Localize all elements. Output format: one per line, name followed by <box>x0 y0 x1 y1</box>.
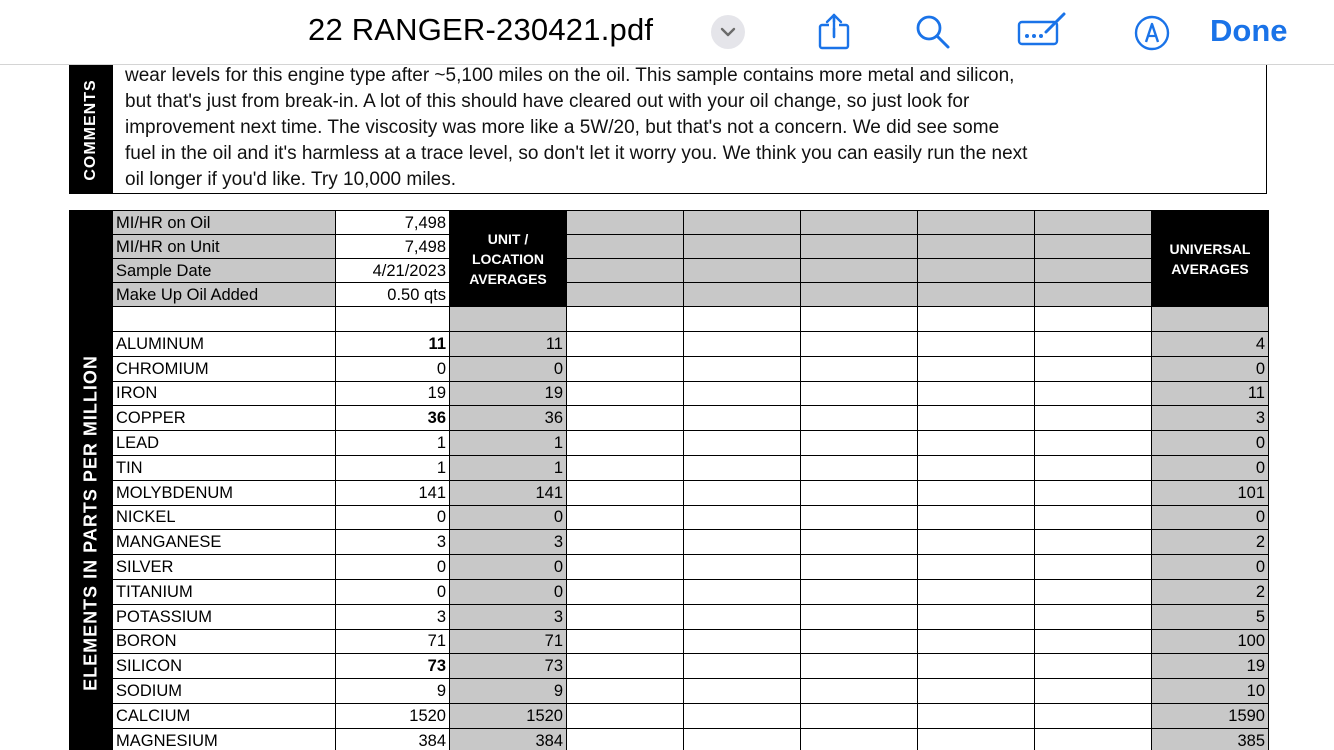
empty-cell <box>801 604 918 629</box>
table-row <box>113 332 1269 357</box>
info-label: MI/HR on Unit <box>113 235 336 259</box>
element-value: 141 <box>336 480 450 505</box>
empty-cell <box>1035 654 1152 679</box>
markup-icon[interactable] <box>1016 10 1068 48</box>
empty-cell <box>684 307 801 332</box>
unit-average-value: 11 <box>450 332 567 357</box>
empty-cell <box>684 728 801 750</box>
universal-averages-header <box>1152 211 1269 307</box>
done-button[interactable]: Done <box>1210 13 1288 48</box>
empty-cell <box>801 579 918 604</box>
element-name: CALCIUM <box>113 703 336 728</box>
table-row <box>113 356 1269 381</box>
empty-cell <box>801 307 918 332</box>
empty-cell <box>567 654 684 679</box>
unit-average-value: 1520 <box>450 703 567 728</box>
element-value: 0 <box>336 356 450 381</box>
unit-average-value: 0 <box>450 555 567 580</box>
empty-cell <box>684 455 801 480</box>
universal-average-value: 0 <box>1152 356 1269 381</box>
empty-cell <box>801 679 918 704</box>
empty-cell <box>918 579 1035 604</box>
universal-average-value: 101 <box>1152 480 1269 505</box>
empty-cell <box>801 505 918 530</box>
info-value: 0.50 qts <box>336 283 450 307</box>
element-value: 11 <box>336 332 450 357</box>
elements-section-label <box>69 210 112 750</box>
empty-cell <box>801 480 918 505</box>
element-name: LEAD <box>113 431 336 456</box>
table-row <box>113 654 1269 679</box>
unit-average-value: 0 <box>450 356 567 381</box>
empty-cell <box>801 703 918 728</box>
universal-average-value: 385 <box>1152 728 1269 750</box>
empty-cell <box>918 703 1035 728</box>
element-name: BORON <box>113 629 336 654</box>
navigate-icon[interactable] <box>1133 14 1171 52</box>
empty-cell <box>1035 728 1152 750</box>
empty-cell <box>801 259 918 283</box>
empty-cell <box>113 307 336 332</box>
comment-line: but that's just from break-in. A lot of this should have cleared out with your oil change, so just look for <box>125 91 970 112</box>
empty-cell <box>567 679 684 704</box>
element-name: TIN <box>113 455 336 480</box>
universal-average-value: 11 <box>1152 381 1269 406</box>
info-row <box>113 283 1269 307</box>
empty-cell <box>684 679 801 704</box>
empty-cell <box>801 406 918 431</box>
element-value: 19 <box>336 381 450 406</box>
table-row <box>113 431 1269 456</box>
universal-average-value: 4 <box>1152 332 1269 357</box>
info-label: Sample Date <box>113 259 336 283</box>
empty-cell <box>1035 406 1152 431</box>
table-row <box>113 455 1269 480</box>
empty-cell <box>567 728 684 750</box>
universal-average-value: 10 <box>1152 679 1269 704</box>
universal-average-value: 2 <box>1152 579 1269 604</box>
empty-cell <box>684 259 801 283</box>
empty-cell <box>684 703 801 728</box>
empty-cell <box>567 455 684 480</box>
empty-cell <box>684 406 801 431</box>
element-value: 73 <box>336 654 450 679</box>
universal-average-value: 0 <box>1152 505 1269 530</box>
element-value: 1520 <box>336 703 450 728</box>
element-name: ALUMINUM <box>113 332 336 357</box>
comments-section-label <box>69 65 112 194</box>
empty-cell <box>567 406 684 431</box>
spacer-row <box>113 307 1269 332</box>
oil-analysis-table <box>112 210 1269 750</box>
document-title[interactable]: 22 RANGER-230421.pdf <box>308 12 654 47</box>
empty-cell <box>801 555 918 580</box>
element-name: MAGNESIUM <box>113 728 336 750</box>
table-row <box>113 629 1269 654</box>
element-value: 71 <box>336 629 450 654</box>
pdf-toolbar <box>0 0 1334 65</box>
table-row <box>113 604 1269 629</box>
empty-cell <box>801 381 918 406</box>
empty-cell <box>684 480 801 505</box>
empty-cell <box>567 211 684 235</box>
empty-cell <box>450 307 567 332</box>
empty-cell <box>918 283 1035 307</box>
unit-average-value: 141 <box>450 480 567 505</box>
element-value: 0 <box>336 579 450 604</box>
comment-line: oil longer if you'd like. Try 10,000 miles. <box>125 169 457 190</box>
empty-cell <box>1035 530 1152 555</box>
comments-box <box>112 65 1267 194</box>
element-name: CHROMIUM <box>113 356 336 381</box>
empty-cell <box>918 332 1035 357</box>
table-row <box>113 555 1269 580</box>
empty-cell <box>684 283 801 307</box>
element-name: NICKEL <box>113 505 336 530</box>
empty-cell <box>801 283 918 307</box>
empty-cell <box>567 480 684 505</box>
info-row <box>113 235 1269 259</box>
empty-cell <box>567 259 684 283</box>
empty-cell <box>336 307 450 332</box>
unit-location-averages-header <box>450 211 567 307</box>
pdf-page <box>0 65 1334 750</box>
comment-line: improvement next time. The viscosity was more like a 5W/20, but that's not a concern. We did see some <box>125 117 1000 138</box>
element-value: 9 <box>336 679 450 704</box>
table-row <box>113 505 1269 530</box>
element-name: SILICON <box>113 654 336 679</box>
empty-cell <box>684 579 801 604</box>
unit-average-value: 0 <box>450 579 567 604</box>
empty-cell <box>567 235 684 259</box>
empty-cell <box>918 356 1035 381</box>
universal-average-value: 2 <box>1152 530 1269 555</box>
empty-cell <box>918 480 1035 505</box>
empty-cell <box>918 259 1035 283</box>
empty-cell <box>1035 455 1152 480</box>
empty-cell <box>1035 235 1152 259</box>
empty-cell <box>801 455 918 480</box>
empty-cell <box>918 654 1035 679</box>
info-value: 7,498 <box>336 211 450 235</box>
element-value: 1 <box>336 455 450 480</box>
empty-cell <box>918 679 1035 704</box>
unit-average-value: 73 <box>450 654 567 679</box>
empty-cell <box>567 530 684 555</box>
empty-cell <box>1035 307 1152 332</box>
empty-cell <box>1035 211 1152 235</box>
empty-cell <box>918 406 1035 431</box>
unit-average-value: 9 <box>450 679 567 704</box>
element-value: 36 <box>336 406 450 431</box>
empty-cell <box>801 629 918 654</box>
empty-cell <box>1035 703 1152 728</box>
element-value: 3 <box>336 530 450 555</box>
universal-average-value: 5 <box>1152 604 1269 629</box>
empty-cell <box>918 211 1035 235</box>
empty-cell <box>567 332 684 357</box>
unit-average-value: 1 <box>450 431 567 456</box>
empty-cell <box>801 211 918 235</box>
element-name: SODIUM <box>113 679 336 704</box>
empty-cell <box>1035 480 1152 505</box>
unit-average-value: 0 <box>450 505 567 530</box>
empty-cell <box>801 728 918 750</box>
empty-cell <box>918 455 1035 480</box>
universal-average-value: 100 <box>1152 629 1269 654</box>
table-row <box>113 579 1269 604</box>
header-text: UNIVERSAL AVERAGES <box>1169 240 1251 277</box>
empty-cell <box>918 530 1035 555</box>
table-row <box>113 406 1269 431</box>
info-value: 7,498 <box>336 235 450 259</box>
elements-label-text: ELEMENTS IN PARTS PER MILLION <box>80 355 100 691</box>
empty-cell <box>684 431 801 456</box>
unit-average-value: 71 <box>450 629 567 654</box>
empty-cell <box>1035 431 1152 456</box>
comments-label-text: COMMENTS <box>81 78 99 181</box>
empty-cell <box>567 283 684 307</box>
search-icon[interactable] <box>914 13 952 51</box>
empty-cell <box>801 356 918 381</box>
empty-cell <box>567 604 684 629</box>
empty-cell <box>1035 604 1152 629</box>
element-name: SILVER <box>113 555 336 580</box>
info-value: 4/21/2023 <box>336 259 450 283</box>
comment-line: fuel in the oil and it's harmless at a trace level, so don't let it worry you. We think you can easily run the next <box>125 143 1028 164</box>
element-value: 1 <box>336 431 450 456</box>
table-row <box>113 381 1269 406</box>
empty-cell <box>684 211 801 235</box>
empty-cell <box>684 629 801 654</box>
info-row <box>113 211 1269 235</box>
empty-cell <box>918 307 1035 332</box>
empty-cell <box>567 431 684 456</box>
table-row <box>113 679 1269 704</box>
element-name: COPPER <box>113 406 336 431</box>
element-name: MANGANESE <box>113 530 336 555</box>
empty-cell <box>684 332 801 357</box>
empty-cell <box>684 604 801 629</box>
empty-cell <box>1035 629 1152 654</box>
unit-average-value: 3 <box>450 604 567 629</box>
unit-average-value: 384 <box>450 728 567 750</box>
empty-cell <box>918 604 1035 629</box>
empty-cell <box>801 431 918 456</box>
element-name: POTASSIUM <box>113 604 336 629</box>
unit-average-value: 3 <box>450 530 567 555</box>
empty-cell <box>801 332 918 357</box>
empty-cell <box>801 654 918 679</box>
universal-average-value: 1590 <box>1152 703 1269 728</box>
empty-cell <box>684 505 801 530</box>
empty-cell <box>567 629 684 654</box>
table-row <box>113 480 1269 505</box>
unit-average-value: 19 <box>450 381 567 406</box>
info-row <box>113 259 1269 283</box>
element-value: 384 <box>336 728 450 750</box>
empty-cell <box>567 579 684 604</box>
empty-cell <box>684 235 801 259</box>
element-name: TITANIUM <box>113 579 336 604</box>
empty-cell <box>567 381 684 406</box>
empty-cell <box>567 703 684 728</box>
comment-line: wear levels for this engine type after ~5,100 miles on the oil. This sample contains more metal and silicon, <box>125 65 1015 86</box>
universal-average-value: 0 <box>1152 555 1269 580</box>
table-row <box>113 728 1269 750</box>
empty-cell <box>567 555 684 580</box>
empty-cell <box>918 381 1035 406</box>
empty-cell <box>918 505 1035 530</box>
table-row <box>113 530 1269 555</box>
empty-cell <box>1035 505 1152 530</box>
universal-average-value: 19 <box>1152 654 1269 679</box>
element-value: 0 <box>336 505 450 530</box>
chevron-down-icon <box>720 26 736 38</box>
empty-cell <box>801 530 918 555</box>
empty-cell <box>567 307 684 332</box>
empty-cell <box>567 505 684 530</box>
empty-cell <box>918 629 1035 654</box>
empty-cell <box>684 530 801 555</box>
empty-cell <box>567 356 684 381</box>
share-icon[interactable] <box>816 12 852 50</box>
empty-cell <box>1035 259 1152 283</box>
universal-average-value: 0 <box>1152 455 1269 480</box>
element-name: MOLYBDENUM <box>113 480 336 505</box>
table-row <box>113 703 1269 728</box>
empty-cell <box>1035 679 1152 704</box>
info-label: MI/HR on Oil <box>113 211 336 235</box>
empty-cell <box>1035 381 1152 406</box>
empty-cell <box>1152 307 1269 332</box>
empty-cell <box>1035 283 1152 307</box>
empty-cell <box>1035 356 1152 381</box>
element-value: 3 <box>336 604 450 629</box>
header-text: UNIT / LOCATION AVERAGES <box>469 230 547 287</box>
info-label: Make Up Oil Added <box>113 283 336 307</box>
empty-cell <box>1035 332 1152 357</box>
universal-average-value: 3 <box>1152 406 1269 431</box>
empty-cell <box>1035 579 1152 604</box>
unit-average-value: 1 <box>450 455 567 480</box>
unit-average-value: 36 <box>450 406 567 431</box>
universal-average-value: 0 <box>1152 431 1269 456</box>
empty-cell <box>918 235 1035 259</box>
empty-cell <box>918 728 1035 750</box>
empty-cell <box>684 555 801 580</box>
empty-cell <box>918 555 1035 580</box>
empty-cell <box>801 235 918 259</box>
empty-cell <box>918 431 1035 456</box>
empty-cell <box>684 654 801 679</box>
empty-cell <box>1035 555 1152 580</box>
title-menu-button[interactable] <box>711 15 745 49</box>
element-name: IRON <box>113 381 336 406</box>
empty-cell <box>684 381 801 406</box>
element-value: 0 <box>336 555 450 580</box>
empty-cell <box>684 356 801 381</box>
